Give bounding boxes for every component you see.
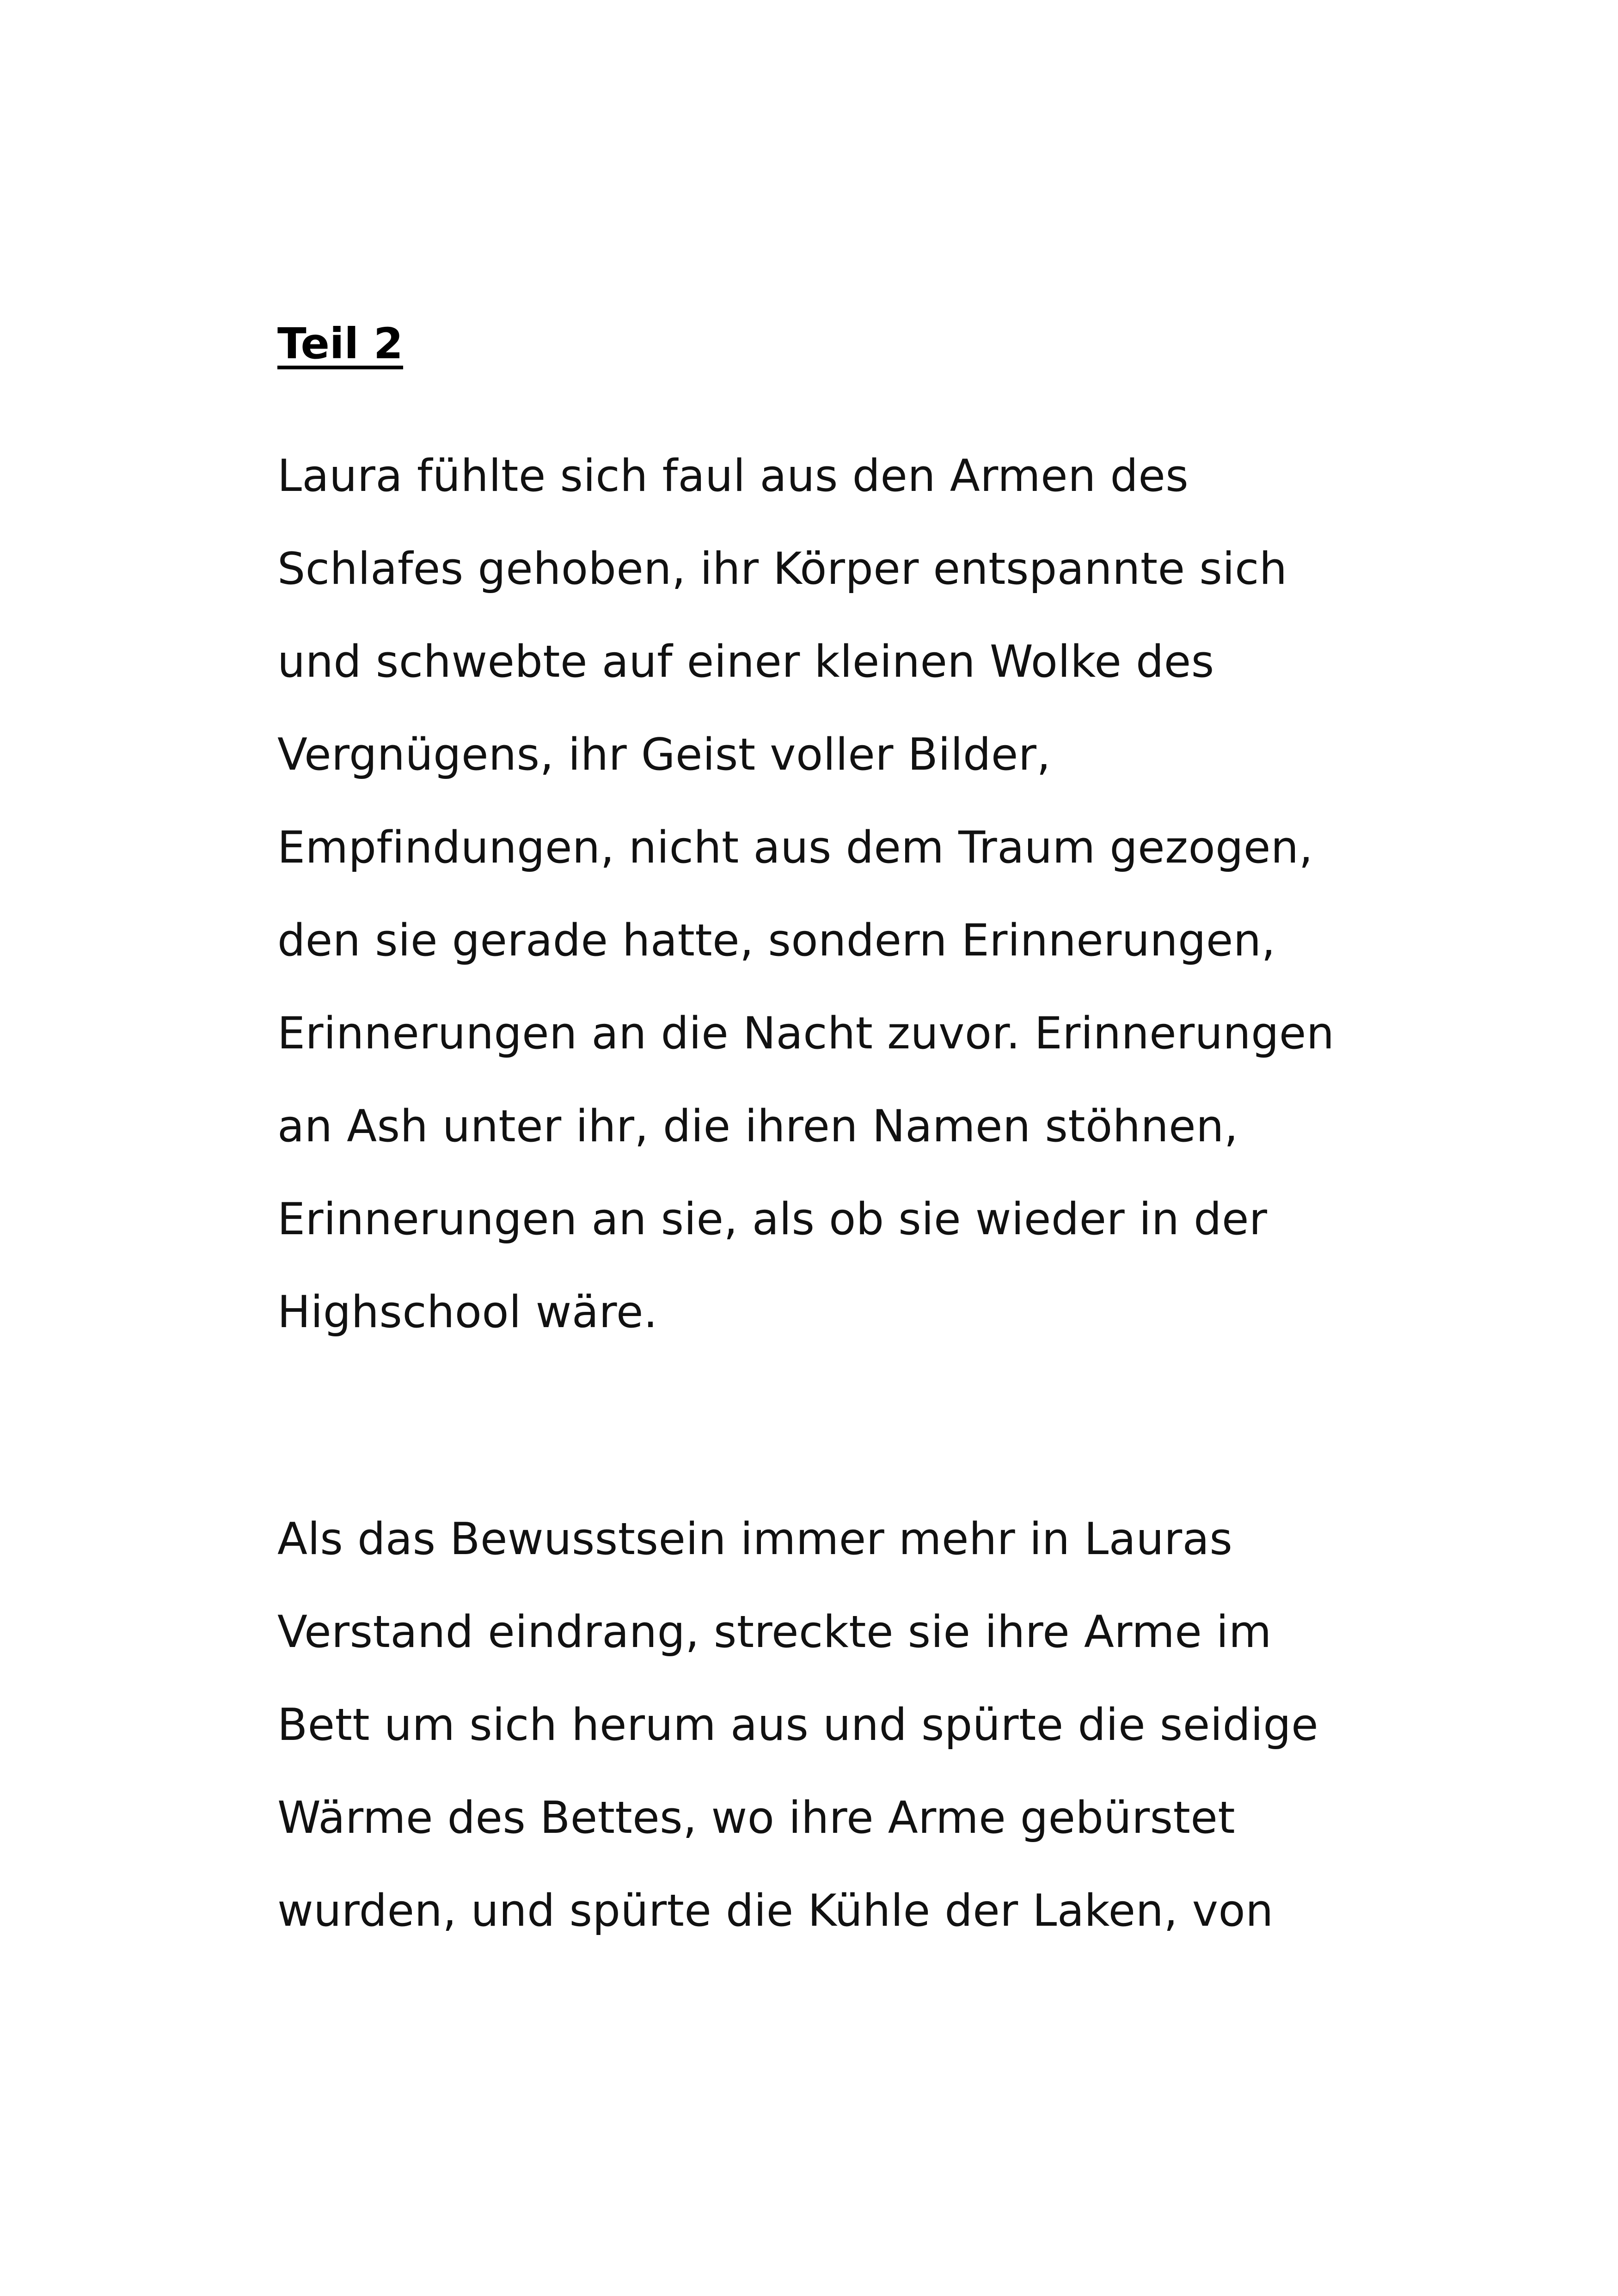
text-line: Erinnerungen an die Nacht zuvor. Erinnerungen xyxy=(277,1008,1335,1059)
text-line: Wärme des Bettes, wo ihre Arme gebürstet xyxy=(277,1793,1236,1843)
paragraph-1 xyxy=(277,444,1335,1373)
section-heading: Teil 2 xyxy=(277,319,404,368)
text-line: Erinnerungen an sie, als ob sie wieder in der xyxy=(277,1194,1268,1245)
text-line: wurden, und spürte die Kühle der Laken, von xyxy=(277,1886,1274,1936)
text-line: Bett um sich herum aus und spürte die seidige xyxy=(277,1700,1319,1751)
text-line: an Ash unter ihr, die ihren Namen stöhnen, xyxy=(277,1101,1238,1152)
text-line: Laura fühlte sich faul aus den Armen des xyxy=(277,451,1189,502)
paragraph-2 xyxy=(277,1507,1318,1971)
text-line: und schwebte auf einer kleinen Wolke des xyxy=(277,637,1214,687)
text-line: Empfindungen, nicht aus dem Traum gezogen, xyxy=(277,822,1313,873)
text-line: Als das Bewusstsein immer mehr in Lauras xyxy=(277,1514,1233,1565)
text-line: Verstand eindrang, streckte sie ihre Arme im xyxy=(277,1607,1272,1658)
text-line: den sie gerade hatte, sondern Erinnerungen, xyxy=(277,915,1276,966)
text-line: Highschool wäre. xyxy=(277,1287,658,1338)
text-line: Schlafes gehoben, ihr Körper entspannte sich xyxy=(277,544,1287,594)
text-line: Vergnügens, ihr Geist voller Bilder, xyxy=(277,729,1051,780)
